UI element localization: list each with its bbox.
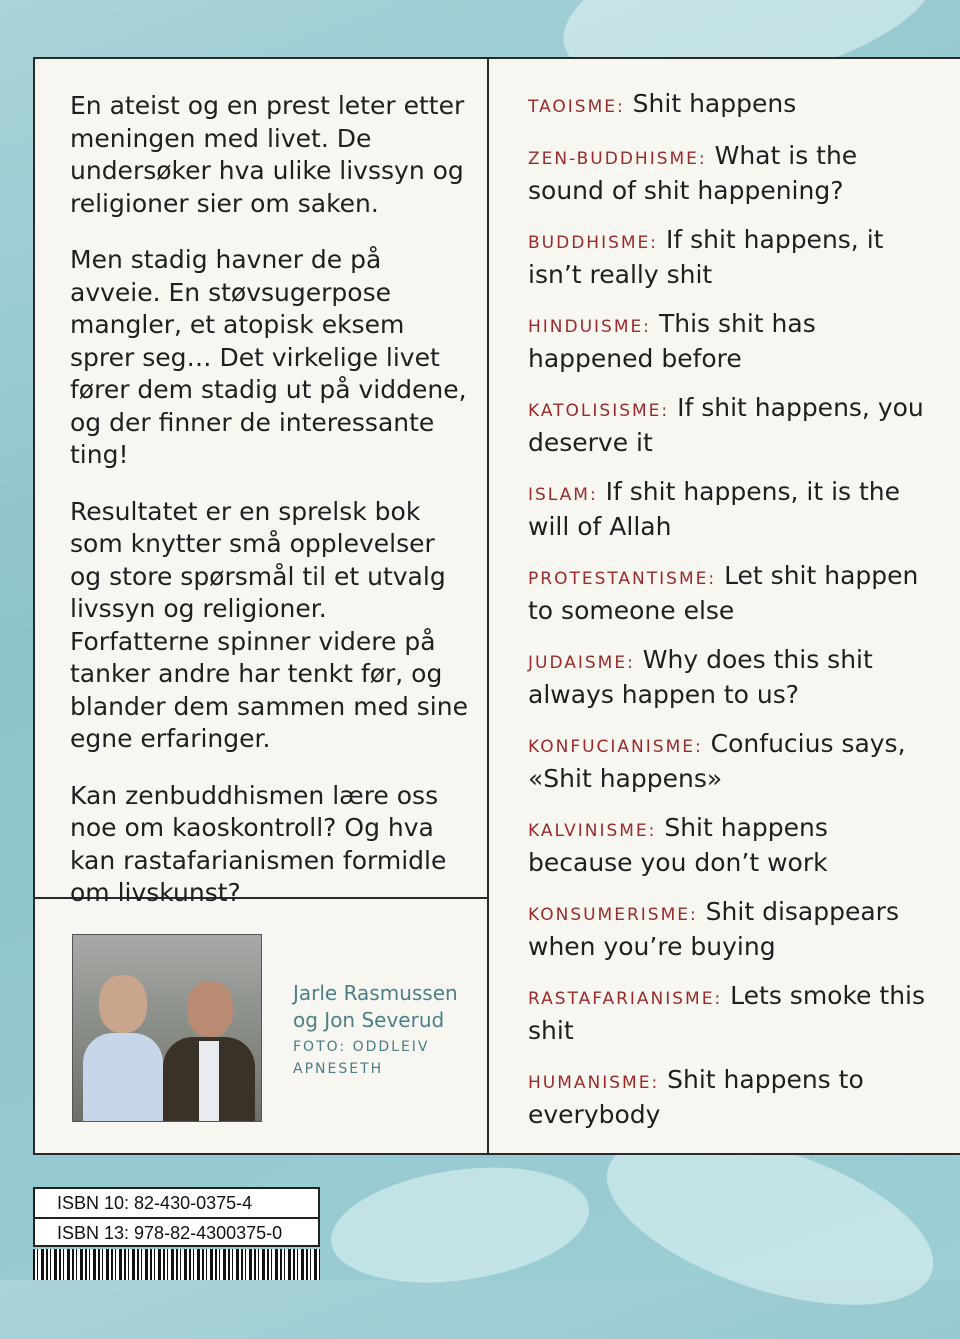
religion-entry [528,728,938,796]
description-paragraph: Kan zenbuddhismen lære oss noe om kaoskontroll? Og hva kan rastafarianismen formidle om livskunst? [70,780,447,907]
column-divider [487,57,489,1155]
religion-label: HINDUISME: [528,316,651,337]
religion-label: TAOISME: [528,97,625,117]
author-credit [293,980,483,1080]
religion-entry [528,140,938,208]
religion-entry [528,812,938,880]
religion-text: Shit disappears when you’re buying [528,896,899,961]
religion-entry [528,476,938,544]
author-photo [72,934,262,1122]
book-description [70,90,470,934]
photo-credit: FOTO: ODDLEIV [293,1039,430,1055]
religion-entry [528,392,938,460]
religion-entry [528,560,938,628]
religion-label: KATOLISISME: [528,400,670,421]
religion-text: If shit happens, you deserve it [528,392,924,457]
religion-entry [528,224,938,292]
isbn-box [33,1187,320,1247]
religion-entry [528,1064,938,1132]
religion-text: This shit has happened before [528,308,816,373]
religion-entry [528,980,938,1048]
background-leaf-shape [324,1152,597,1297]
religion-entry [528,644,938,712]
religion-text: If shit happens, it is the will of Allah [528,476,901,541]
author-photo-person-right [163,981,255,1122]
religion-text: If shit happens, it isn’t really shit [528,224,884,289]
religion-label: BUDDHISME: [528,232,659,253]
religion-list [528,88,938,1148]
religion-label: PROTESTANTISME: [528,568,717,589]
religion-text: Shit happens [632,89,797,118]
religion-label: RASTAFARIANISME: [528,988,723,1009]
author-photo-person-left [83,975,163,1122]
religion-entry [528,896,938,964]
religion-text: Shit happens to everybody [528,1064,864,1129]
description-paragraph: Men stadig havner de på avveie. En støvsugerpose mangler, et atopisk eksem sprer seg… Det virkelige livet fører dem stadig ut på viddene, og der finner de interessante ting! [70,245,467,469]
religion-label: KALVINISME: [528,820,657,841]
author-name: og Jon Severud [293,1008,445,1032]
description-paragraph: Resultatet er en sprelsk bok som knytter små opplevelser og store spørsmål til et utvalg livssyn og religioner. Forfatterne spinner videre på tanker andre har tenkt før, og blander dem sammen med sine egne erfaringer. [70,496,468,753]
religion-text: Lets smoke this shit [528,980,926,1045]
religion-label: JUDAISME: [528,652,635,673]
religion-text: Why does this shit always happen to us? [528,644,873,709]
religion-text: What is the sound of shit happening? [528,140,858,205]
religion-label: ZEN-BUDDHISME: [528,148,707,169]
photo-credit: APNESETH [293,1061,384,1077]
religion-label: KONFUCIANISME: [528,736,703,757]
religion-text: Let shit happen to someone else [528,560,919,625]
description-paragraph: En ateist og en prest leter etter meningen med livet. De undersøker hva ulike livssyn og religioner sier om saken. [70,91,465,218]
religion-label: HUMANISME: [528,1072,660,1093]
religion-text: Shit happens because you don’t work [528,812,828,877]
barcode [33,1249,320,1280]
religion-text: Confucius says, «Shit happens» [528,728,906,793]
religion-label: KONSUMERISME: [528,904,698,925]
religion-label: ISLAM: [528,484,598,505]
religion-entry [528,88,938,124]
religion-entry [528,308,938,376]
isbn-10: ISBN 10: 82-430-0375-4 [35,1189,318,1219]
isbn-13: ISBN 13: 978-82-4300375-0 [57,1223,283,1243]
author-name: Jarle Rasmussen [293,981,458,1005]
